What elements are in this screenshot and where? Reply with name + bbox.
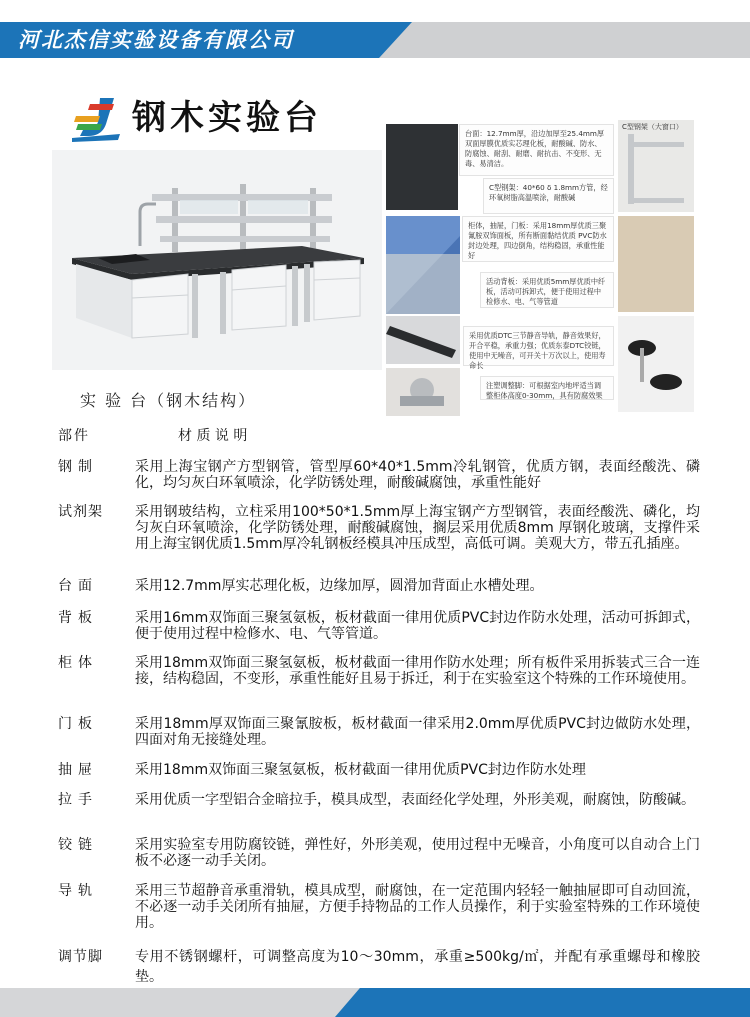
board-edge-photo	[618, 216, 694, 312]
row-desc: 采用16mm双饰面三聚氢氨板，板材截面一律用优质PVC封边作防水处理，活动可拆卸式，便于使用过程中检修水、电、气等管道。	[135, 610, 700, 642]
row-part: 导轨	[58, 883, 98, 899]
section-heading: 实 验 台（钢木结构）	[80, 391, 257, 410]
cabinet-panel-photo	[386, 216, 460, 314]
c-frame-photo	[618, 120, 694, 212]
row-part: 试剂架	[58, 504, 103, 520]
row-part: 柜体	[58, 655, 98, 671]
product-title: 钢木实验台	[132, 98, 322, 138]
row-desc: 采用18mm双饰面三聚氢氨板，板材截面一律用作防水处理；所有板件采用拆装式三合一连接，结构稳固，不变形，承重性能好且易于拆迁，利于在实验室这个特殊的工作环境使用。	[135, 655, 700, 687]
row-desc: 采用三节超静音承重滑轨，模具成型，耐腐蚀，在一定范围内轻轻一触抽屉即可自动回流，不必逐一动手关闭所有抽屉，方便手持物品的工作人员操作，利于实验室特殊的工作环境使用。	[135, 883, 700, 931]
row-desc: 采用18mm双饰面三聚氢氨板，板材截面一律用优质PVC封边作防水处理	[135, 762, 586, 778]
row-part: 台面	[58, 578, 98, 594]
footer-band-blue	[335, 988, 750, 1017]
feature-backboard-text: 活动背板：采用优质5mm厚优质中纤板，活动可拆卸式，便于使用过程中检修水、电、气等管道	[480, 272, 614, 308]
leveling-foot-photo	[618, 316, 694, 412]
feature-cabinet-text: 柜体，抽屉，门板：采用18mm厚优质三聚氰胺双饰面板，所有断面黏结优质 PVC防水封边处理，四边倒角，结构稳固，承重性能好	[462, 216, 614, 262]
row-part: 调节脚	[58, 949, 103, 965]
feature-rail-text: 采用优质DTC三节静音导轨，静音效果好，开合平稳，承重力强；优质东泰DTC铰链，使用中无噪音，可开关十万次以上，使用寿命长	[463, 326, 614, 366]
row-desc: 采用优质一字型铝合金暗拉手，模具成型，表面经化学处理，外形美观，耐腐蚀，防酸碱。	[135, 792, 695, 808]
company-name: 河北杰信实验设备有限公司	[18, 27, 294, 52]
row-desc: 采用上海宝钢产方型钢管，管型厚60*40*1.5mm冷轧钢管，优质方钢，表面经酸洗、磷化，均匀灰白环氧喷涂，化学防锈处理，耐酸碱腐蚀，承重性能好	[135, 459, 700, 491]
lab-bench-photo	[52, 150, 382, 370]
row-desc: 采用钢玻结构，立柱采用100*50*1.5mm厚上海宝钢产方型钢管，表面经酸洗、磷化，均匀灰白环氧喷涂，化学防锈处理，耐酸碱腐蚀，搁层采用优质8mm 厚钢化玻璃，支撑件采用上海宝钢优质1.5mm厚冷轧钢板经模具冲压成型，高低可调。美观大方，带五孔插座。	[135, 504, 700, 552]
worktop-photo	[386, 124, 458, 210]
feature-frame-text: C型钢架：40*60 δ 1.8mm方管，经环氧树脂高温喷涂，耐酸碱	[483, 178, 614, 214]
row-part: 拉手	[58, 792, 98, 808]
row-desc: 采用实验室专用防腐铰链，弹性好，外形美观，使用过程中无噪音，小角度可以自动合上门板不必逐一动手关闭。	[135, 837, 700, 869]
row-part: 抽屉	[58, 762, 98, 778]
header-material: 材 质 说 明	[178, 428, 248, 444]
feature-foot-text: 注塑调整脚：可根据室内地坪适当调整柜体高度0-30mm，具有防腐效果	[480, 376, 614, 400]
row-part: 背板	[58, 610, 98, 626]
drawer-rail-photo	[386, 316, 460, 364]
hinge-photo	[386, 368, 460, 416]
row-part: 钢制	[58, 459, 98, 475]
feature-worktop-text: 台面：12.7mm厚，沿边加厚至25.4mm厚双面厚膜优质实芯理化板，耐酸碱、防水、防腐蚀、耐刮、耐磨、耐抗击、不变形、无毒、易清洁。	[459, 124, 614, 176]
company-logo-icon	[70, 94, 126, 144]
header-part: 部件	[58, 428, 90, 444]
row-part: 门板	[58, 716, 98, 732]
row-desc: 专用不锈钢螺杆，可调整高度为10～30mm，承重≥500kg/㎡，并配有承重螺母和橡胶垫。	[135, 949, 700, 985]
row-part: 铰链	[58, 837, 98, 853]
row-desc: 采用12.7mm厚实芯理化板，边缘加厚，圆滑加背面止水槽处理。	[135, 578, 544, 594]
c-frame-label: C型钢架（大窗口）	[622, 123, 683, 131]
row-desc: 采用18mm厚双饰面三聚氰胺板，板材截面一律采用2.0mm厚优质PVC封边做防水处理，四面对角无接缝处理。	[135, 716, 700, 748]
